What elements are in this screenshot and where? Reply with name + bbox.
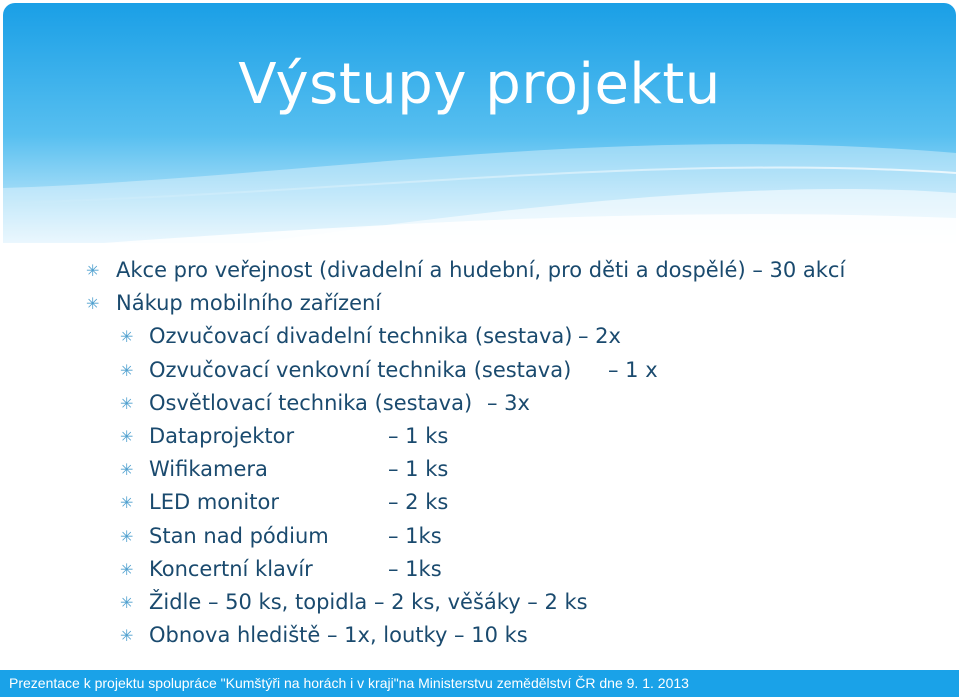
list-item-text: Obnova hlediště – 1x, loutky – 10 ks [149,623,528,648]
list-item [0,453,959,486]
list-item [0,320,959,353]
asterisk-bullet-icon: ✳ [120,526,134,546]
list-item-quantity: – 1ks [388,556,442,581]
list-item-text: Ozvučovací venkovní technika (sestava) [149,357,572,382]
list-item-text: Nákup mobilního zařízení [116,291,382,316]
footer-text: Prezentace k projektu spolupráce "Kumštýři na horách i v kraji"na Ministerstvu zemědělství ČR dne 9. 1. 2013 [9,675,689,691]
list-item [0,354,959,387]
list-item [0,553,959,586]
footer-bar [0,670,959,697]
list-item-text: Židle – 50 ks, topidla – 2 ks, věšáky – 2 ks [149,589,588,614]
asterisk-bullet-icon: ✳ [120,493,134,513]
banner-background [3,3,956,243]
list-item-quantity: – 3x [487,390,530,415]
asterisk-bullet-icon: ✳ [120,426,134,446]
list-item-quantity: – 2x [578,324,621,349]
list-item-text: Ozvučovací divadelní technika (sestava) [149,324,573,349]
list-item [0,486,959,519]
bullet-list [0,254,959,652]
asterisk-bullet-icon: ✳ [120,327,134,347]
list-item-quantity: – 1ks [388,523,442,548]
asterisk-bullet-icon: ✳ [86,261,100,280]
list-item [0,520,959,553]
list-item-text: Osvětlovací technika (sestava) [149,390,473,415]
asterisk-bullet-icon: ✳ [120,626,134,646]
list-item-quantity: – 1 ks [388,423,449,448]
asterisk-bullet-icon: ✳ [120,559,134,579]
list-item [0,287,959,320]
asterisk-bullet-icon: ✳ [86,294,100,314]
list-item-quantity: – 1 x [608,357,658,382]
asterisk-bullet-icon: ✳ [120,592,134,612]
asterisk-bullet-icon: ✳ [120,460,134,480]
list-item-quantity: – 1 ks [388,457,449,482]
list-item [0,387,959,420]
list-item [0,586,959,619]
list-item [0,420,959,453]
list-item-text: Wifikamera [149,457,268,482]
asterisk-bullet-icon: ✳ [120,360,134,380]
list-item-quantity: – 2 ks [388,490,449,515]
list-item-text: Akce pro veřejnost (divadelní a hudební, pro děti a dospělé) – 30 akcí [116,258,846,282]
list-item-text: LED monitor [149,490,279,515]
title-banner [3,3,956,243]
slide-title: Výstupy projektu [238,52,721,117]
list-item-text: Koncertní klavír [149,556,313,581]
list-item [0,619,959,652]
list-item-text: Dataprojektor [149,423,295,448]
asterisk-bullet-icon: ✳ [120,393,134,413]
list-item [0,254,959,287]
list-item-text: Stan nad pódium [149,523,329,548]
